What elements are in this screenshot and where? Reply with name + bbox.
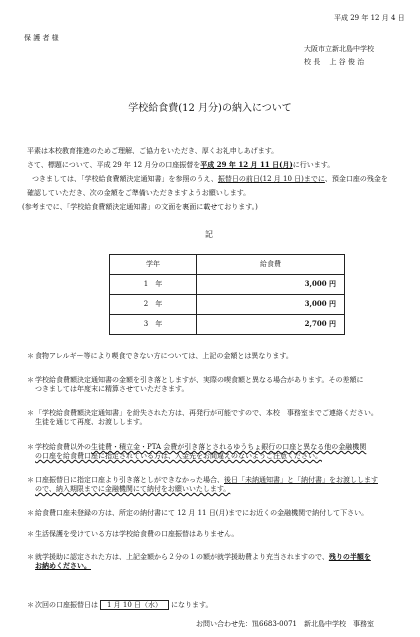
balance-deadline: 振替日の前日(12 月 10 日)までに [217,175,325,183]
transfer-date-tail: に行います。 [292,161,335,169]
note-text: 給食費口座未登録の方は、所定の納付書にて 12 月 11 日(月)までにお近くの金融機関で納付して下さい。 [35,509,369,517]
transfer-date-paragraph [27,161,334,170]
note-allergy [27,352,403,361]
grade-cell: 3 年 [110,315,197,335]
next-debit-date: 1 月 10 日（水） [100,600,169,610]
note-text-emphasis: 残りの半額を [328,552,371,561]
balance-text: つきましては、「学校給食費額決定通知書」を参照のうえ、 [32,175,218,183]
note-text: 次回の口座振替日は [35,601,98,609]
column-header-fee: 給食費 [197,255,345,275]
note-text-emphasis: 生徒費・積立金・PTA 会費が引き落とされるゆうちょ銀行の口座と異なる他の金融機関 [91,443,367,451]
principal-name: 校 長 上 谷 俊 治 [304,58,365,66]
note-unregistered [27,509,403,518]
note-text-cont: お納めください。 [35,560,91,570]
note-settlement [27,376,403,394]
table-header-row [110,255,345,275]
note-bullet: ＊ [27,409,34,417]
amount-cell: 3,000 円 [197,275,345,295]
note-text: 学校給食費以外の [35,443,91,451]
note-text-emphasis: 後日「未納通知書」と「納付書」をお渡しします [224,476,378,484]
note-other-bank [27,443,403,461]
note-text-cont [27,485,403,494]
note-text: 就学援助に認定された方は、上記金額から２分の１の額が就学援助費より充当されますので、 [35,553,329,561]
balance-tail: 、預金口座の残金を [324,175,388,183]
ki-heading: 記 [205,230,213,239]
transfer-date-emphasis: 平成 29 年 12 月 11 日(月) [200,160,293,169]
grade-cell: 1 年 [110,275,197,295]
note-text-cont: つきましては年度末に精算させていただきます。 [35,384,189,393]
note-bullet: ＊ [27,376,34,384]
page-title: 学校給食費(12 月分)の納入について [128,103,292,114]
prepare-paragraph: 確認していただき、次の金額をご準備いただきますようお願いします。 [27,189,251,197]
note-bullet: ＊ [27,352,34,360]
fee-table [109,254,345,335]
note-bullet: ＊ [27,476,34,484]
reference-paragraph: (参考までに、「学校給食費額決定通知書」の文面を裏面に載せております。) [22,203,258,211]
note-school-aid [27,553,403,571]
note-welfare [27,530,403,539]
note-text-cont: 生徒を通じて再度、お渡しします。 [35,417,147,426]
note-text-emphasis-cont: ので、納入期限までに金融機関にて納付をお願いいたします。 [35,484,231,493]
table-row [110,315,345,335]
note-bullet: ＊ [27,553,34,561]
note-text: 口座振替日に指定口座より引き落としができなかった場合、 [35,476,224,484]
issue-date: 平成 29 年 12 月 4 日 [334,14,405,22]
school-name: 大阪市立新北島中学校 [304,45,374,53]
grade-cell: 2 年 [110,295,197,315]
note-next-debit [27,601,403,610]
column-header-grade: 学年 [110,255,197,275]
table-row [110,295,345,315]
note-text: 学校給食費額決定通知書の金額を引き落としますが、実際の喫食額と異なる場合があります。その差額に [35,376,364,384]
amount-cell: 3,000 円 [197,295,345,315]
note-bullet: ＊ [27,530,34,538]
table-row [110,275,345,295]
note-bullet: ＊ [27,601,34,609]
note-failed-debit [27,476,403,494]
contact-footer: お問い合わせ先：℡6683-0071 新北島中学校 事務室 [196,620,374,628]
transfer-date-text: さて、標題について、平成 29 年 12 月分の口座振替を [27,161,201,169]
note-bullet: ＊ [27,443,34,451]
intro-paragraph: 平素は本校教育推進のためご理解、ご協力をいただき、厚くお礼申しあげます。 [27,147,279,155]
note-bullet: ＊ [27,509,34,517]
note-text-emphasis-cont: の口座を給食費口座に指定されている方は、入金先をお間違えのないようご注意ください。 [35,451,322,460]
note-reissue [27,409,403,427]
balance-paragraph [32,175,388,184]
addressee: 保 護 者 様 [24,34,59,42]
note-text: 生活保護を受けている方は学校給食費の口座振替はありません。 [35,530,239,538]
note-text-cont [27,452,403,461]
note-text: 食物アレルギー等により喫食できない方については、上記の金額とは異なります。 [35,352,293,360]
note-text: 「学校給食費額決定通知書」を紛失された方は、再発行が可能ですので、本校 事務室までご連絡ください。 [35,409,378,417]
note-text-tail: になります。 [171,601,213,609]
amount-cell: 2,700 円 [197,315,345,335]
